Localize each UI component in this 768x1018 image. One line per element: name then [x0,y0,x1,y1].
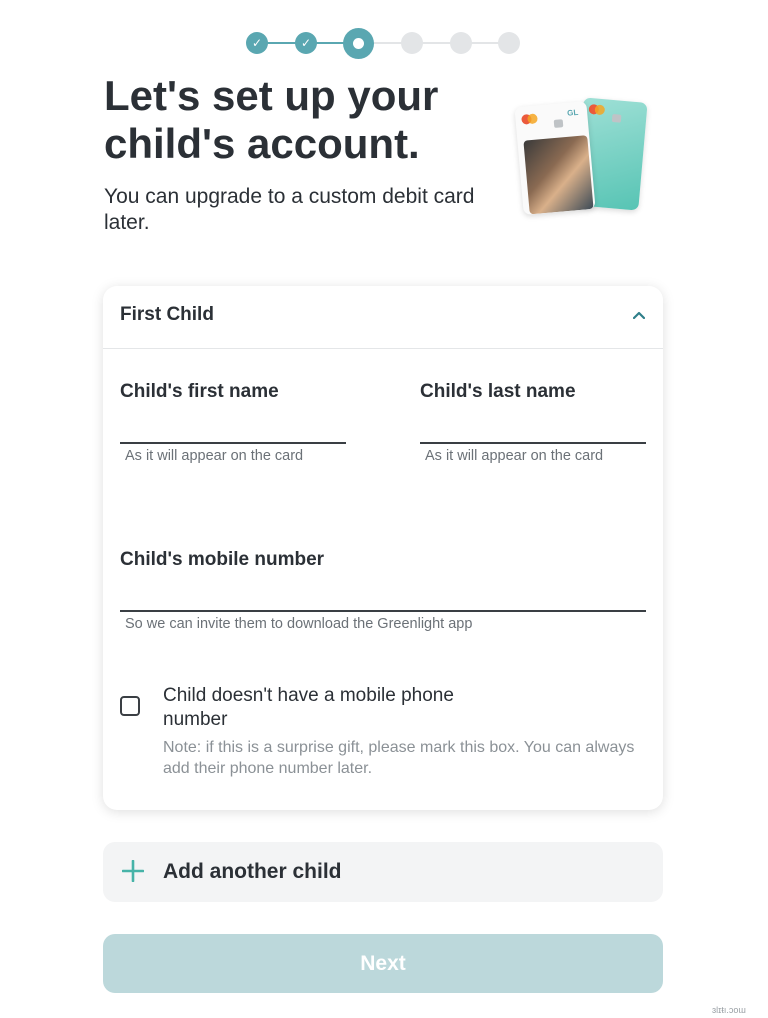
child-section-header[interactable] [103,286,663,349]
first-name-input[interactable] [120,410,346,444]
chevron-up-icon[interactable] [629,304,649,324]
last-name-help: As it will appear on the card [425,448,604,464]
next-button[interactable]: Next [103,934,663,993]
step-1-complete-icon: ✓ [246,32,268,54]
step-4-icon [401,32,423,54]
last-name-label: Child's last name [420,381,576,402]
progress-stepper [246,28,521,58]
photo-card-image [514,101,595,215]
step-3-current-icon [343,28,374,59]
last-name-input[interactable] [420,410,646,444]
card-brand-text: GL [566,107,579,118]
child-section-title: First Child [120,304,214,325]
mobile-number-help: So we can invite them to download the Greenlight app [125,616,473,632]
no-phone-checkbox[interactable] [120,696,140,716]
card-photo [523,135,593,214]
watermark-text: ɜlɪŧı.ɔoɯ [712,1005,746,1015]
progress-line-remaining [372,42,510,44]
step-6-icon [498,32,520,54]
mobile-number-input[interactable] [120,578,646,612]
no-phone-note: Note: if this is a surprise gift, please mark this box. You can always add their phone number later. [163,739,635,777]
step-5-icon [450,32,472,54]
debit-cards-illustration [513,98,653,216]
first-name-label: Child's first name [120,381,279,402]
first-name-help: As it will appear on the card [125,448,304,464]
page-subtitle: You can upgrade to a custom debit card later. [104,185,475,234]
no-phone-label[interactable]: Child doesn't have a mobile phone number [163,685,454,730]
step-2-complete-icon: ✓ [295,32,317,54]
page-title: Let's set up your child's account. [104,72,439,167]
plus-icon [122,854,144,888]
child-form-card [103,286,663,810]
add-another-child-label: Add another child [163,860,342,883]
mobile-number-label: Child's mobile number [120,549,325,570]
add-another-child-button[interactable] [103,842,663,902]
